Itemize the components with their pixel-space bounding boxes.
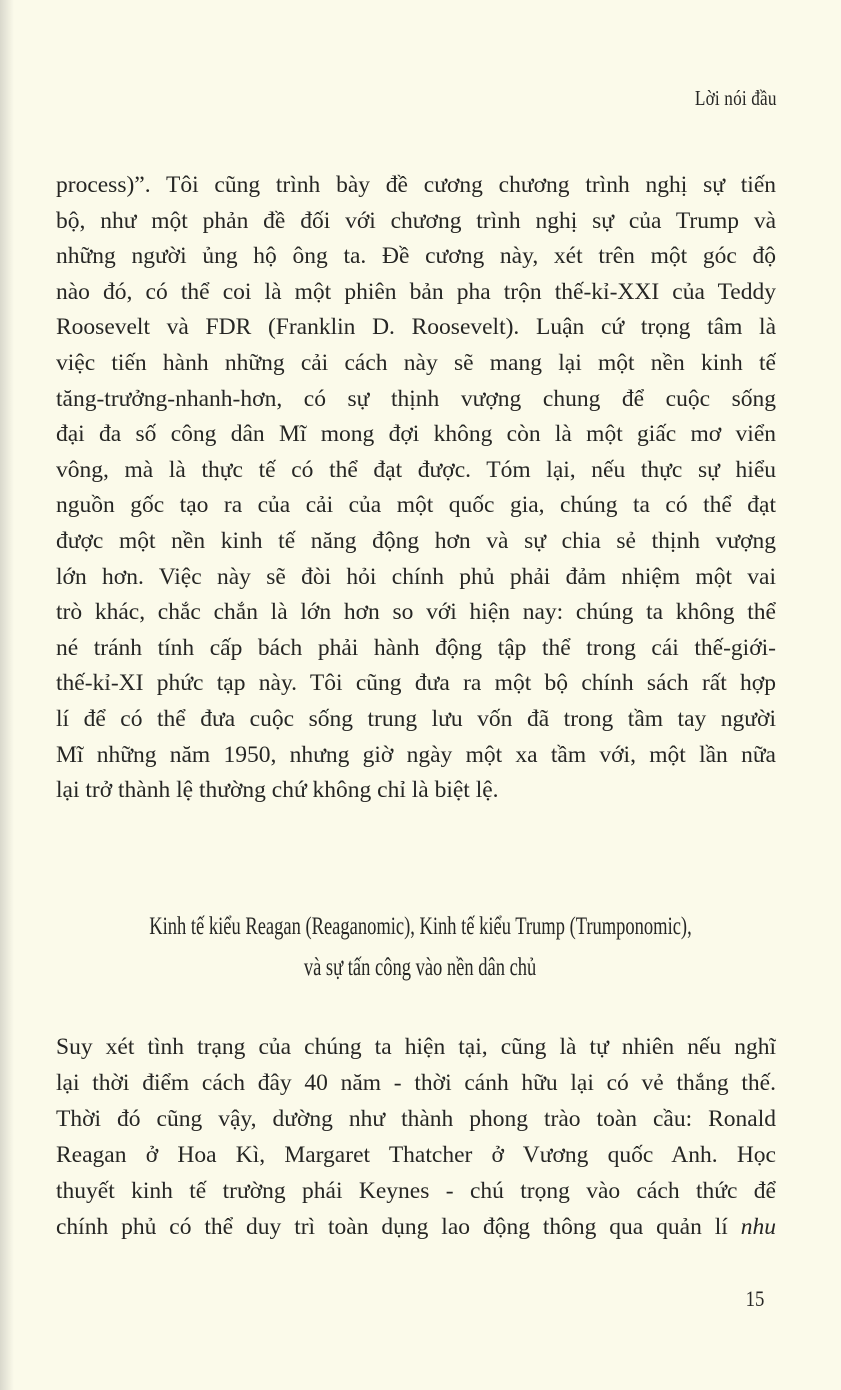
section-heading-line-2 (0, 953, 841, 983)
text-line: thế-kỉ-XI phức tạp này. Tôi cũng đưa ra một bộ chính sách rất hợp (56, 670, 776, 697)
text-line: Roosevelt và FDR (Franklin D. Roosevelt). Luận cứ trọng tâm là (56, 314, 776, 341)
text-line: bộ, như một phản đề đối với chương trình nghị sự của Trump và (56, 207, 776, 234)
text-line: Mĩ những năm 1950, nhưng giờ ngày một xa tầm với, một lần nữa (56, 741, 776, 768)
text-line: nguồn gốc tạo ra của cải của một quốc gia, chúng ta có thể đạt (56, 492, 776, 519)
text-line: lớn hơn. Việc này sẽ đòi hỏi chính phủ phải đảm nhiệm một vai (56, 563, 776, 590)
page-edge-shadow (0, 0, 14, 1390)
italic-word: nhu (740, 1214, 776, 1240)
text-line: né tránh tính cấp bách phải hành động tập thể trong cái thế-giới- (56, 634, 776, 661)
running-head: Lời nói đầu (695, 86, 777, 110)
text-line: đại đa số công dân Mĩ mong đợi không còn là một giấc mơ viển (56, 421, 776, 448)
text-line: chính phủ có thể duy trì toàn dụng lao động thông qua quản lí nhu (56, 1214, 776, 1240)
heading-text: Kinh tế kiểu Reagan (Reaganomic), Kinh tế kiểu Trump (Trumponomic), (149, 913, 692, 940)
text-line: Thời đó cũng vậy, dường như thành phong trào toàn cầu: Ronald (56, 1106, 776, 1132)
text-line: process)”. Tôi cũng trình bày đề cương chương trình nghị sự tiến (56, 172, 776, 198)
text-line: lại thời điểm cách đây 40 năm - thời cánh hữu lại có vẻ thắng thế. (56, 1070, 776, 1096)
text-line: việc tiến hành những cải cách này sẽ mang lại một nền kinh tế (56, 350, 776, 376)
text-line: Reagan ở Hoa Kì, Margaret Thatcher ở Vương quốc Anh. Học (56, 1142, 776, 1168)
text-line: lại trở thành lệ thường chứ không chỉ là biệt lệ. (56, 777, 499, 804)
text-line: lí để có thể đưa cuộc sống trung lưu vốn đã trong tầm tay người (56, 706, 776, 732)
text-line: nào đó, có thể coi là một phiên bản pha trộn thế-kỉ-XXI của Teddy (56, 278, 776, 305)
heading-text: và sự tấn công vào nền dân chủ (304, 954, 537, 981)
text-line: Suy xét tình trạng của chúng ta hiện tại, cũng là tự nhiên nếu nghĩ (56, 1034, 776, 1060)
text-line: những người ủng hộ ông ta. Đề cương này, xét trên một góc độ (56, 243, 776, 270)
text-line: được một nền kinh tế năng động hơn và sự chia sẻ thịnh vượng (56, 528, 776, 554)
text-line: thuyết kinh tế trường phái Keynes - chú trọng vào cách thức để (56, 1178, 776, 1204)
text-line: trò khác, chắc chắn là lớn hơn so với hiện nay: chúng ta không thể (56, 599, 776, 626)
page-number: 15 (745, 1286, 765, 1311)
section-heading-line-1 (0, 912, 841, 942)
text-line: tăng-trưởng-nhanh-hơn, có sự thịnh vượng chung để cuộc sống (56, 385, 776, 412)
text-line: vông, mà là thực tế có thể đạt được. Tóm lại, nếu thực sự hiểu (56, 456, 776, 483)
